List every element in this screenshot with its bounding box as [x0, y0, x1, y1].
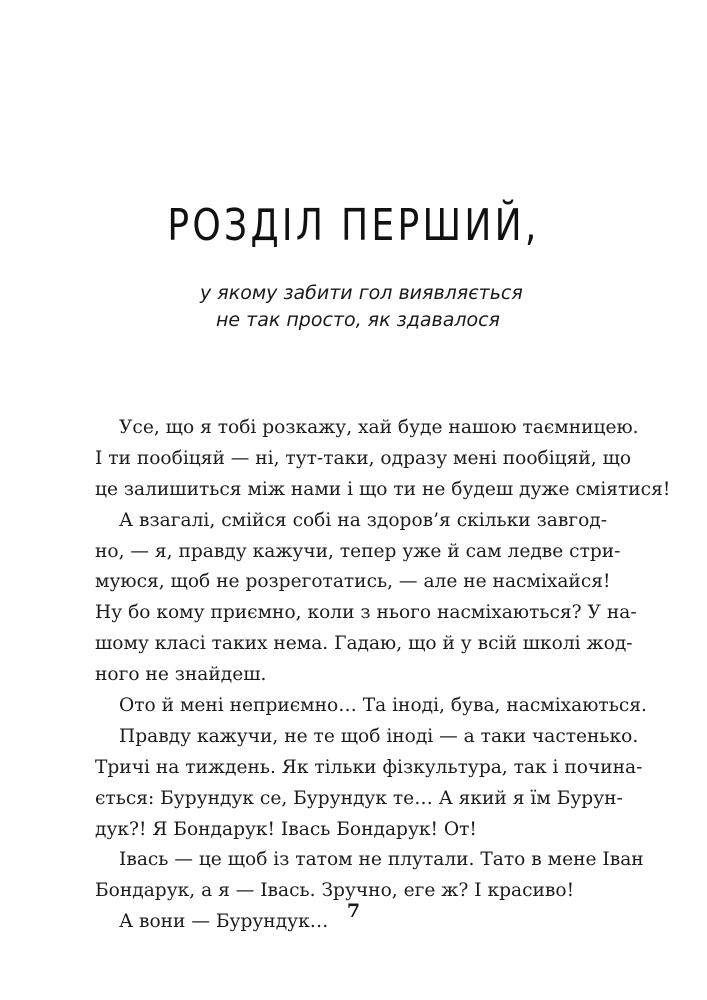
text-line: муюся, щоб не розреготатись, — але не насміхайся!: [95, 571, 611, 593]
body-text: [95, 413, 671, 938]
chapter-subtitle: [200, 280, 523, 334]
chapter-title: РОЗДІЛ ПЕРШИЙ,: [167, 200, 540, 251]
text-line: Івась — це щоб із татом не плутали. Тато в мене Іван: [119, 849, 644, 871]
text-line: Правду кажучи, не те щоб іноді — а таки частенько.: [119, 725, 639, 747]
text-line: А взагалі, смійся собі на здоров’я скільки завгод-: [119, 509, 607, 531]
text-line: но, — я, правду кажучи, тепер уже й сам ледве стри-: [95, 540, 621, 562]
page-number: 7: [346, 900, 361, 922]
text-line: ного не знайдеш.: [95, 664, 267, 686]
text-line: це залишиться між нами і що ти не будеш дуже сміятися!: [95, 478, 671, 500]
text-line: Ото й мені неприємно… Та іноді, бува, насміхаються.: [119, 695, 647, 717]
text-line: А вони — Бурундук…: [119, 911, 329, 933]
text-line: ється: Бурундук се, Бурундук те… А який я їм Бурун-: [95, 787, 623, 809]
text-line: Тричі на тиждень. Як тільки фізкультура, так і почина-: [95, 756, 643, 778]
text-line: шому класі таких нема. Гадаю, що й у всій школі жод-: [95, 633, 633, 655]
text-line: Бондарук, а я — Івась. Зручно, еге ж? І красиво!: [95, 880, 575, 902]
text-line: Ну бо кому приємно, коли з нього насміхаються? У на-: [95, 602, 637, 624]
text-line: дук?! Я Бондарук! Івась Бондарук! От!: [95, 818, 477, 840]
subtitle-line: у якому забити гол виявляється: [200, 282, 523, 304]
text-line: І ти пообіцяй — ні, тут-таки, одразу мені пообіцяй, що: [95, 447, 632, 469]
subtitle-line: не так просто, як здавалося: [215, 309, 500, 331]
text-line: Усе, що я тобі розкажу, хай буде нашою таємницею.: [119, 417, 639, 438]
